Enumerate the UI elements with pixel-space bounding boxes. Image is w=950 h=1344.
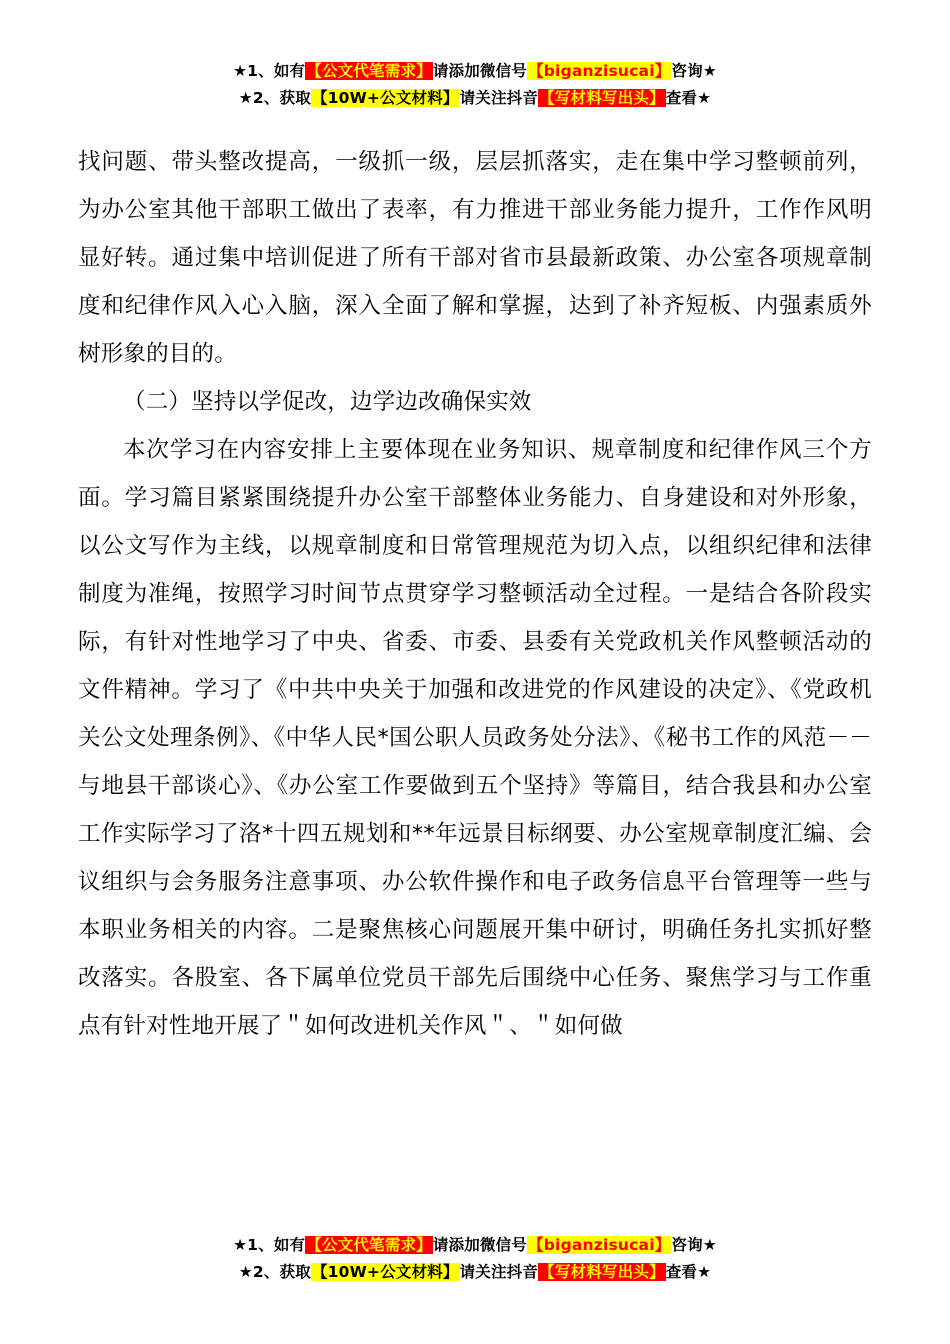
promo-top-line-2 xyxy=(78,85,872,112)
promo-bottom-line-2-tag2: 【写材料写出头】 xyxy=(539,1262,665,1281)
promo-bottom-line-1-suffix: 咨询★ xyxy=(671,1235,717,1254)
section-heading: （二）坚持以学促改，边学边改确保实效 xyxy=(123,389,532,416)
promo-top-line-1-tag2: 【biganzisucai】 xyxy=(528,62,671,80)
promo-bottom-line-2-suffix: 查看★ xyxy=(665,1262,712,1281)
promo-top-line-2-tag2: 【写材料写出头】 xyxy=(539,89,665,108)
promo-top-line-2-suffix: 查看★ xyxy=(665,89,712,108)
promo-bottom-line-2-prefix: ★2、获取 xyxy=(238,1262,311,1281)
promo-banner-top xyxy=(78,0,872,112)
promo-top-line-1 xyxy=(78,58,872,85)
promo-top-line-2-prefix: ★2、获取 xyxy=(238,89,311,108)
paragraph-continuation: 找问题、带头整改提高，一级抓一级，层层抓落实，走在集中学习整顿前列，为办公室其他干部职工做出了表率，有力推进干部业务能力提升，工作作风明显好转。通过集中培训促进了所有干部对省市县最新政策、办公室各项规章制度和纪律作风入心入脑，深入全面了解和掌握，达到了补齐短板、内强素质外树形象的目的。 xyxy=(78,149,872,368)
promo-top-line-2-mid: 请关注抖音 xyxy=(459,89,539,108)
promo-bottom-line-2 xyxy=(0,1259,950,1286)
promo-top-line-2-tag1: 【10W+公文材料】 xyxy=(311,89,459,108)
promo-top-line-1-tag1: 【公文代笔需求】 xyxy=(306,62,432,80)
document-body xyxy=(78,138,872,1050)
promo-bottom-line-1-tag2: 【biganzisucai】 xyxy=(528,1235,671,1254)
promo-bottom-line-1 xyxy=(0,1232,950,1259)
promo-banner-bottom xyxy=(0,1232,950,1286)
promo-bottom-line-1-tag1: 【公文代笔需求】 xyxy=(306,1235,432,1254)
promo-top-line-1-mid: 请添加微信号 xyxy=(432,62,528,80)
paragraph-body: 本次学习在内容安排上主要体现在业务知识、规章制度和纪律作风三个方面。学习篇目紧紧围绕提升办公室干部整体业务能力、自身建设和对外形象，以公文写作为主线，以规章制度和日常管理规范为切入点，以组织纪律和法律制度为准绳，按照学习时间节点贯穿学习整顿活动全过程。一是结合各阶段实际，有针对性地学习了中央、省委、市委、县委有关党政机关作风整顿活动的文件精神。学习了《中共中央关于加强和改进党的作风建设的决定》、《党政机关公文处理条例》、《中华人民*国公职人员政务处分法》、《秘书工作的风范－－与地县干部谈心》、《办公室工作要做到五个坚持》等篇目，结合我县和办公室工作实际学习了洛*十四五规划和**年远景目标纲要、办公室规章制度汇编、会议组织与会务服务注意事项、办公软件操作和电子政务信息平台管理等一些与本职业务相关的内容。二是聚焦核心问题展开集中研讨，明确任务扎实抓好整改落实。各股室、各下属单位党员干部先后围绕中心任务、聚焦学习与工作重点有针对性地开展了＂如何改进机关作风＂、＂如何做 xyxy=(78,437,872,1040)
promo-bottom-line-2-mid: 请关注抖音 xyxy=(459,1262,539,1281)
promo-bottom-line-1-mid: 请添加微信号 xyxy=(432,1235,528,1254)
promo-bottom-line-2-tag1: 【10W+公文材料】 xyxy=(311,1262,459,1281)
promo-top-line-1-suffix: 咨询★ xyxy=(671,62,717,80)
promo-bottom-line-1-prefix: ★1、如有 xyxy=(233,1235,306,1254)
promo-top-line-1-prefix: ★1、如有 xyxy=(233,62,306,80)
